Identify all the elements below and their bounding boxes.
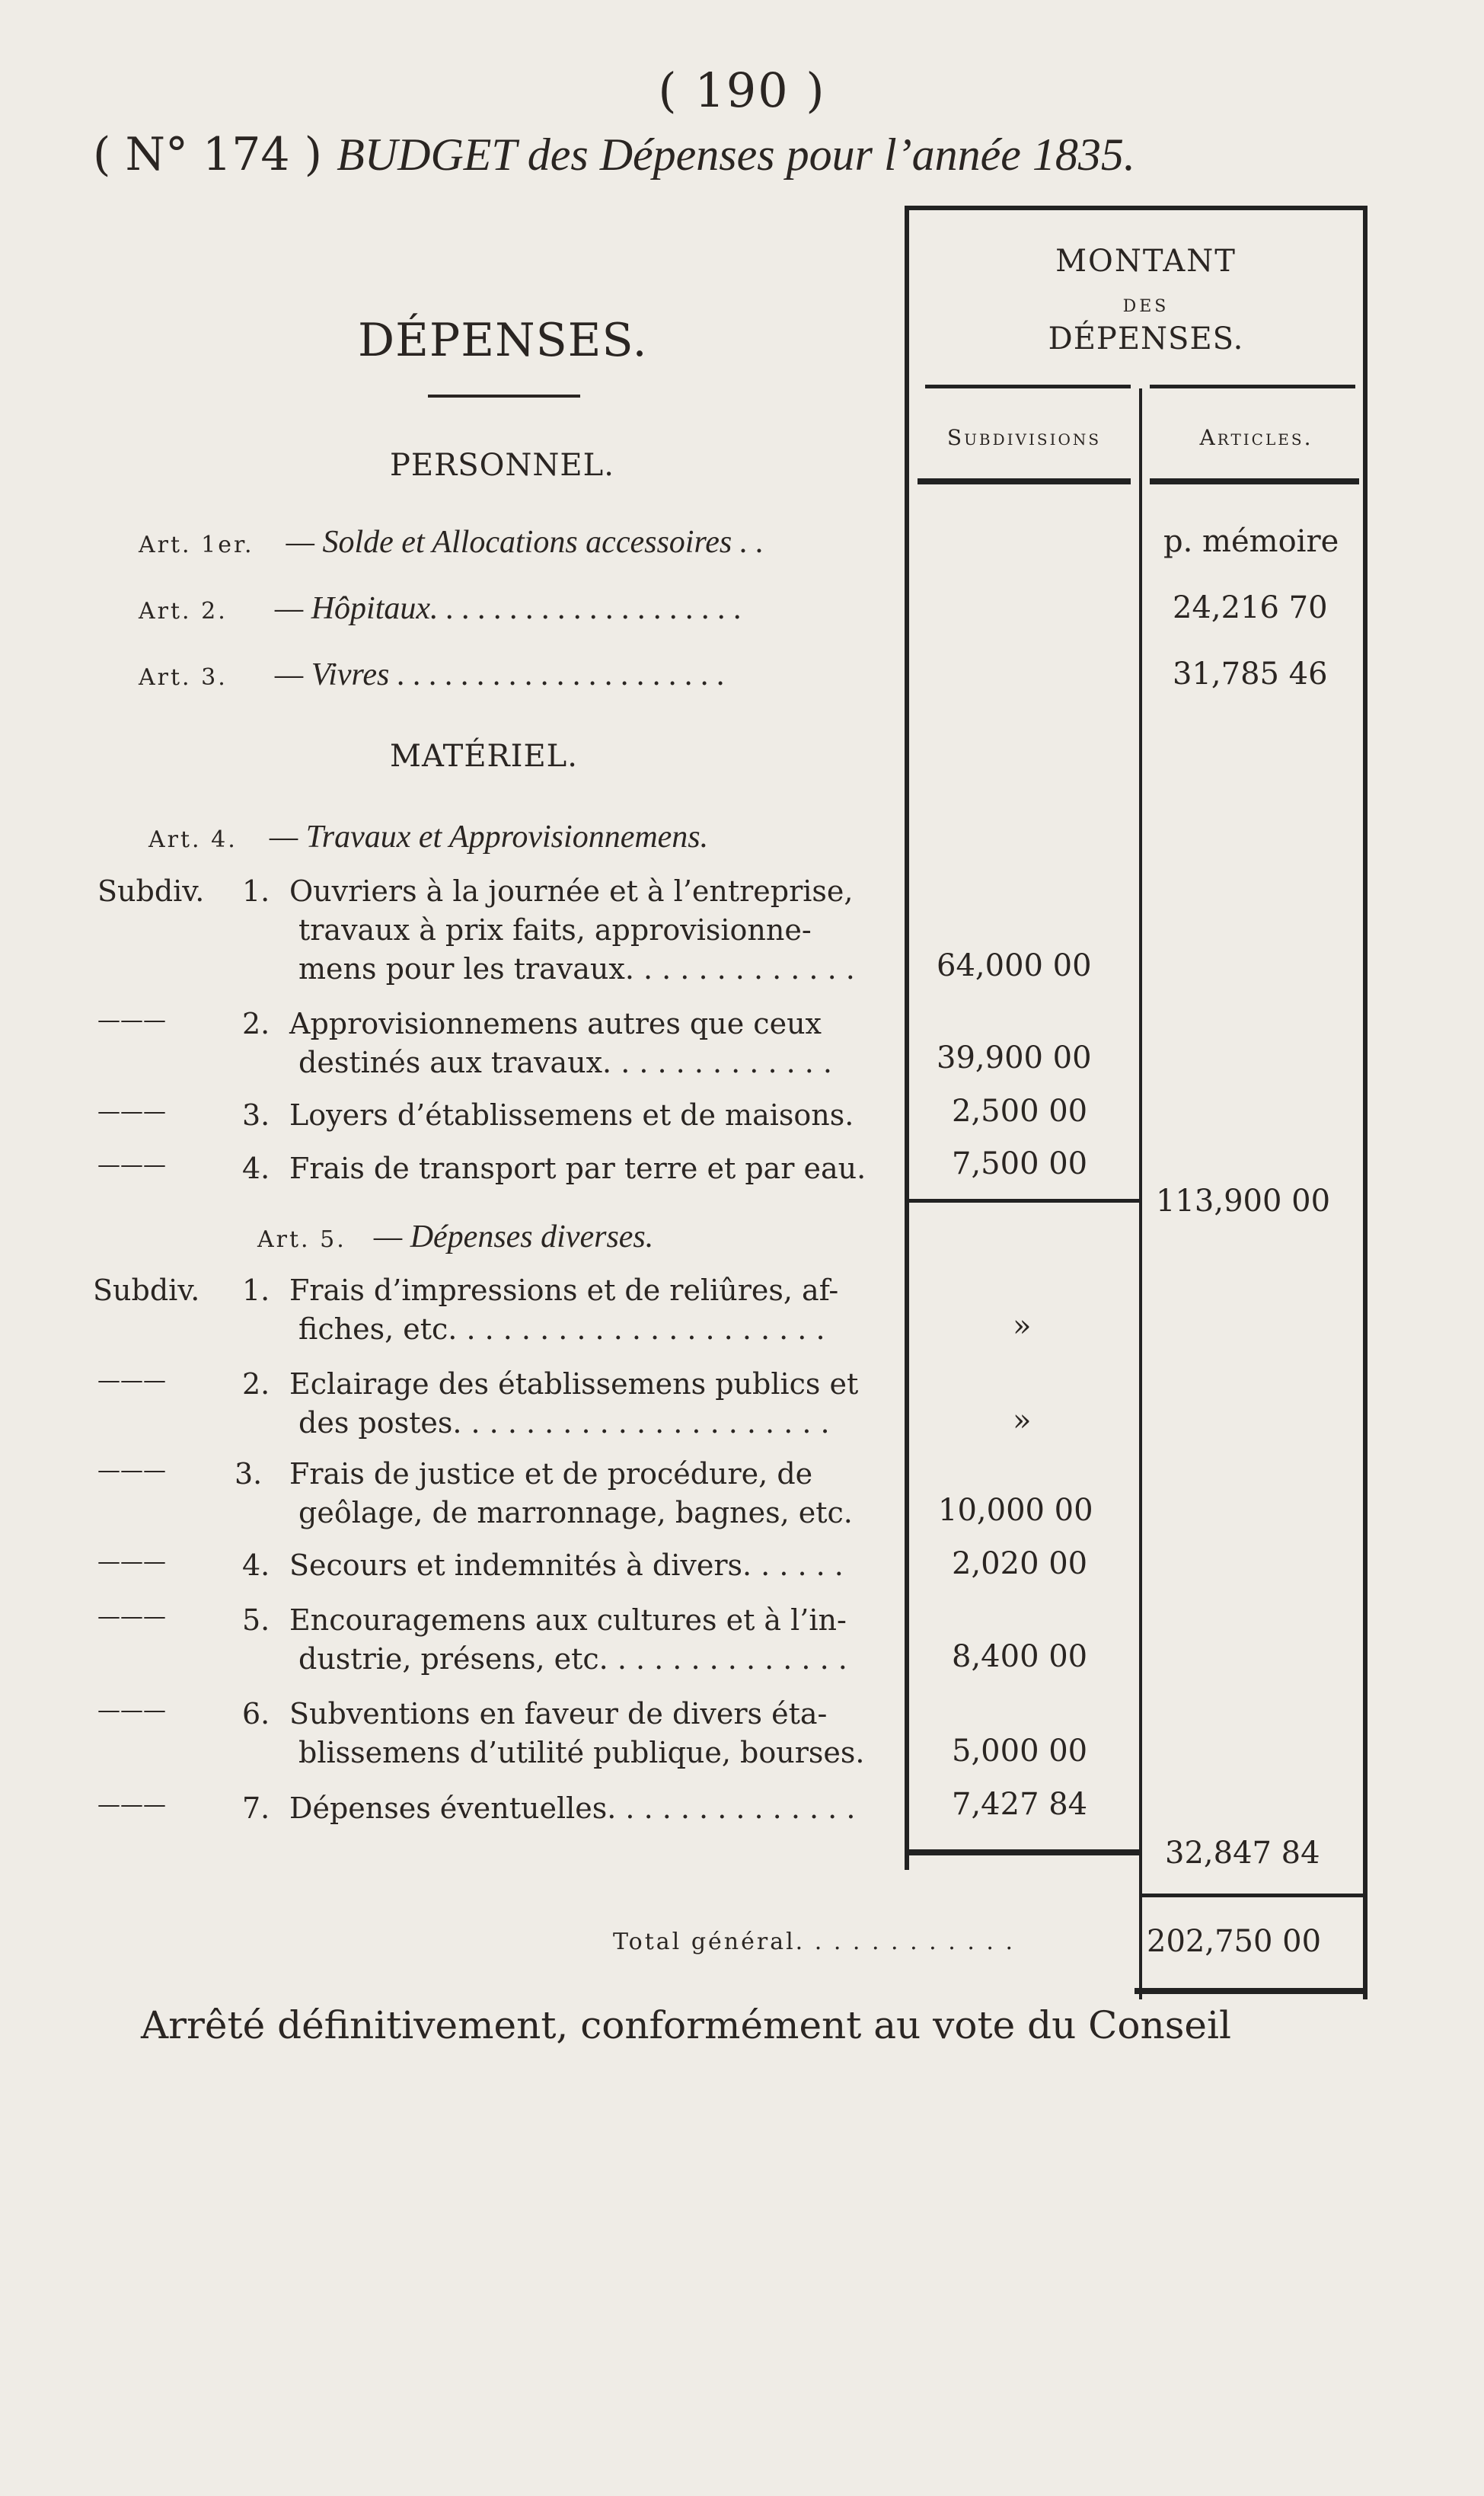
depenses-title: DÉPENSES. bbox=[358, 314, 648, 367]
article-title: — Vivres . . . . . . . . . . . . . . . . . . . . . bbox=[274, 657, 726, 692]
article-title: — Travaux et Approvisionnemens. bbox=[269, 820, 709, 855]
subdiv-label: Subdiv. bbox=[93, 1274, 200, 1307]
subdiv-number: 3. bbox=[242, 1098, 270, 1132]
subdiv-line: Approvisionnemens autres que ceux bbox=[289, 1007, 822, 1040]
subdiv-amount: 64,000 00 bbox=[937, 948, 1092, 983]
subdiv-number: 4. bbox=[242, 1152, 270, 1185]
article-5-row bbox=[257, 1219, 653, 1255]
art5-sum-rule bbox=[905, 1849, 1139, 1855]
subdiv-amount: 7,500 00 bbox=[952, 1146, 1088, 1181]
subdiv-dash: ——— bbox=[97, 1007, 166, 1034]
subdiv-dash: ——— bbox=[97, 1098, 166, 1125]
article-amount: 24,216 70 bbox=[1173, 590, 1328, 625]
subdiv-dash: ——— bbox=[97, 1603, 166, 1630]
article-3-row bbox=[139, 657, 725, 693]
subdiv-line: Frais d’impressions et de reliûres, af- bbox=[289, 1274, 839, 1307]
subdiv-line: Loyers d’établissemens et de maisons. bbox=[289, 1098, 854, 1132]
subdiv-line: dustrie, présens, etc. . . . . . . . . . . . . . bbox=[298, 1642, 847, 1676]
article-4-total: 113,900 00 bbox=[1156, 1184, 1331, 1219]
art4-sum-rule bbox=[905, 1199, 1139, 1203]
article-label: Art. 1er. bbox=[139, 532, 254, 558]
budget-number: ( N° 174 ) bbox=[93, 128, 323, 181]
subdiv-amount: 2,020 00 bbox=[952, 1546, 1088, 1581]
budget-title: BUDGET des Dépenses pour l’année 1835. bbox=[337, 129, 1135, 180]
section-personnel: PERSONNEL. bbox=[390, 448, 614, 483]
subdiv-line: blissemens d’utilité publique, bourses. bbox=[298, 1736, 865, 1769]
subdiv-dash: ——— bbox=[97, 1548, 166, 1575]
subdiv-dash: ——— bbox=[97, 1152, 166, 1178]
table-top-border bbox=[905, 206, 1368, 210]
total-general-label: Total général. . . . . . . . . . . . bbox=[613, 1929, 1015, 1955]
subdiv-dash: ——— bbox=[97, 1367, 166, 1394]
table-left-border bbox=[905, 206, 909, 1870]
subdiv-number: 1. bbox=[242, 874, 270, 908]
subdiv-line: fiches, etc. . . . . . . . . . . . . . . . . . . . . bbox=[298, 1312, 825, 1346]
subdiv-line: destinés aux travaux. . . . . . . . . . . . . bbox=[298, 1046, 833, 1079]
subdiv-amount: » bbox=[1013, 1403, 1032, 1438]
subdiv-number: 2. bbox=[242, 1007, 270, 1040]
article-4-row bbox=[148, 819, 708, 855]
subdiv-number: 6. bbox=[242, 1697, 270, 1731]
subdiv-line: Secours et indemnités à divers. . . . . . bbox=[289, 1548, 844, 1582]
articles-header: Articles. bbox=[1199, 425, 1313, 450]
subdiv-amount: 7,427 84 bbox=[952, 1787, 1088, 1822]
page-number: ( 190 ) bbox=[658, 62, 826, 118]
subdiv-line: geôlage, de marronnage, bagnes, etc. bbox=[298, 1496, 853, 1529]
subdiv-line: des postes. . . . . . . . . . . . . . . . . . . . . bbox=[298, 1406, 830, 1440]
subdiv-label: Subdiv. bbox=[97, 874, 205, 908]
subdiv-line: Frais de transport par terre et par eau. bbox=[289, 1152, 866, 1185]
subdiv-number: 2. bbox=[242, 1367, 270, 1401]
article-label: Art. 4. bbox=[148, 826, 238, 853]
article-title: — Solde et Allocations accessoires . . bbox=[286, 525, 764, 560]
des-label: DES bbox=[1122, 297, 1170, 316]
subdiv-amount: » bbox=[1013, 1309, 1032, 1344]
subdiv-number: 4. bbox=[242, 1548, 270, 1582]
subdiv-line: Eclairage des établissemens publics et bbox=[289, 1367, 859, 1401]
article-1-row bbox=[139, 524, 764, 561]
article-title: — Dépenses diverses. bbox=[373, 1219, 654, 1254]
subheader-rule-right bbox=[1150, 478, 1359, 484]
table-right-border bbox=[1363, 206, 1368, 1999]
montant-label: MONTANT bbox=[1055, 244, 1237, 279]
total-general-amount: 202,750 00 bbox=[1147, 1924, 1322, 1959]
total-bottom-rule bbox=[1135, 1988, 1368, 1994]
article-amount: 31,785 46 bbox=[1173, 657, 1328, 692]
subdiv-number: 7. bbox=[242, 1791, 270, 1825]
article-2-row bbox=[139, 590, 742, 627]
subdiv-line: mens pour les travaux. . . . . . . . . . . . . bbox=[298, 952, 855, 986]
article-label: Art. 5. bbox=[257, 1226, 346, 1253]
subdiv-number: 3. bbox=[235, 1457, 263, 1491]
subheader-rule-left bbox=[918, 478, 1131, 484]
subdiv-dash: ——— bbox=[97, 1457, 166, 1484]
section-materiel: MATÉRIEL. bbox=[390, 739, 578, 774]
article-label: Art. 2. bbox=[139, 598, 228, 625]
subdiv-amount: 39,900 00 bbox=[937, 1040, 1092, 1075]
subdiv-line: Frais de justice et de procédure, de bbox=[289, 1457, 813, 1491]
subdiv-line: Dépenses éventuelles. . . . . . . . . . . . . . bbox=[289, 1791, 856, 1825]
column-divider bbox=[1139, 388, 1142, 1999]
subdiv-line: travaux à prix faits, approvisionne- bbox=[298, 913, 812, 947]
subdiv-dash: ——— bbox=[97, 1697, 166, 1724]
subdiv-line: Ouvriers à la journée et à l’entreprise, bbox=[289, 874, 854, 908]
header-rule-right bbox=[1150, 385, 1355, 388]
subdiv-amount: 10,000 00 bbox=[938, 1493, 1093, 1528]
subdivisions-header: Subdivisions bbox=[946, 425, 1102, 450]
subdiv-line: Encouragemens aux cultures et à l’in- bbox=[289, 1603, 847, 1637]
subdiv-dash: ——— bbox=[97, 1791, 166, 1818]
article-title: — Hôpitaux. . . . . . . . . . . . . . . . . . . . bbox=[274, 591, 742, 626]
article-label: Art. 3. bbox=[139, 664, 228, 691]
footer-text: Arrêté définitivement, conformément au vote du Conseil bbox=[141, 2003, 1231, 2047]
subdiv-number: 5. bbox=[242, 1603, 270, 1637]
subdiv-number: 1. bbox=[242, 1274, 270, 1307]
title-rule bbox=[428, 395, 580, 398]
subdiv-line: Subventions en faveur de divers éta- bbox=[289, 1697, 828, 1731]
subdiv-amount: 8,400 00 bbox=[952, 1639, 1088, 1674]
depenses-label: DÉPENSES. bbox=[1048, 321, 1244, 356]
subdiv-amount: 5,000 00 bbox=[952, 1734, 1088, 1769]
subdiv-amount: 2,500 00 bbox=[952, 1094, 1088, 1129]
article-5-total: 32,847 84 bbox=[1165, 1836, 1320, 1871]
header-rule-left bbox=[925, 385, 1131, 388]
article-amount: p. mémoire bbox=[1163, 524, 1339, 559]
page-heading bbox=[93, 128, 1135, 181]
articles-sum-rule bbox=[1142, 1894, 1363, 1897]
